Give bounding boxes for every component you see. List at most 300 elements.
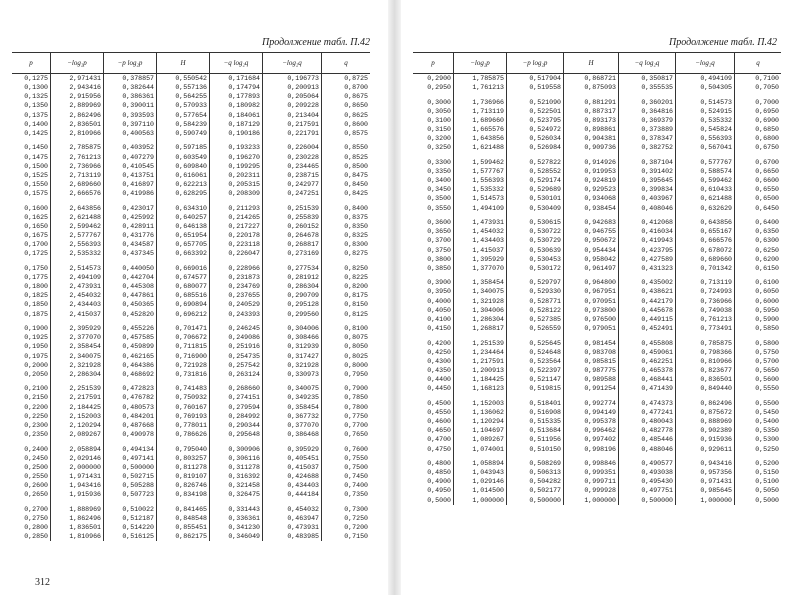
table-cell: 1,915936	[51, 490, 104, 499]
table-cell: 0,4050	[413, 306, 454, 315]
table-row	[12, 120, 370, 129]
table-cell: 0,2450	[12, 454, 51, 463]
table-cell: 1,810966	[51, 532, 104, 541]
table-cell: 0,190186	[210, 129, 263, 138]
table-cell: 0,395645	[619, 176, 676, 185]
table-cell: 2,915956	[51, 92, 104, 101]
table-cell: 0,724993	[676, 287, 735, 296]
table-row	[12, 505, 370, 514]
table-cell: 0,424688	[263, 472, 322, 481]
table-cell: 0,483985	[263, 532, 322, 541]
table-cell: 0,5300	[755, 436, 779, 444]
table-cell: 0,5700	[755, 357, 779, 365]
table-cell: 0,5050	[755, 487, 779, 495]
table-cell: 0,1425	[12, 129, 51, 138]
table-cell: 0,419943	[619, 236, 676, 245]
table-cell: 2,434403	[51, 300, 104, 309]
table-cell: 0,295128	[263, 300, 322, 309]
table-cell: 0,769193	[157, 412, 210, 421]
table-row	[12, 463, 370, 472]
column-header-neg-log-q: −log₂q	[263, 53, 322, 74]
table-cell: 0,4000	[413, 297, 454, 306]
table-cell: 0,902389	[676, 426, 735, 435]
table-cell: 0,603549	[157, 153, 210, 162]
table-caption: Продолжение табл. П.42	[262, 37, 370, 48]
table-cell: 0,849440	[676, 384, 735, 393]
table-cell: 0,999928	[564, 486, 619, 495]
table-cell: 1,785875	[454, 74, 507, 84]
table-cell: 2,761213	[51, 153, 104, 162]
table-cell: 0,416034	[619, 227, 676, 236]
table-cell: 0,465378	[619, 366, 676, 375]
table-row	[12, 481, 370, 490]
table-cell: 0,502177	[507, 486, 564, 495]
table-cell: 0,2100	[12, 384, 51, 393]
table-row	[12, 300, 370, 309]
table-cell: 0,8525	[344, 153, 368, 161]
table-cell: 0,6650	[755, 168, 779, 175]
table-cell: 1,014500	[454, 486, 507, 495]
table-cell: 0,196773	[263, 74, 322, 84]
table-cell: 1,377070	[454, 264, 507, 273]
table-cell: 0,2750	[12, 514, 51, 523]
table-row	[413, 255, 781, 264]
table-cell: 0,7150	[344, 533, 368, 541]
table-cell: 1,514573	[454, 194, 507, 203]
table-cell: 0,504282	[507, 477, 564, 486]
table-cell: 0,405451	[263, 454, 322, 463]
table-cell: 0,5000	[413, 496, 454, 505]
table-cell: 0,7500	[344, 463, 368, 471]
table-cell: 0,452820	[104, 310, 157, 319]
table-cell: 0,507723	[104, 490, 157, 499]
table-cell: 0,706672	[157, 333, 210, 342]
table-cell: 0,2850	[12, 532, 51, 541]
table-row	[413, 176, 781, 185]
table-cell: 0,4300	[413, 357, 454, 366]
table-cell: 0,674577	[157, 273, 210, 282]
table-row	[413, 107, 781, 116]
left-page	[0, 0, 388, 595]
table-cell: 1,689660	[454, 116, 507, 125]
table-cell: 0,1950	[12, 342, 51, 351]
table-cell: 1,643856	[454, 134, 507, 143]
table-row	[12, 74, 370, 84]
table-cell: 0,2300	[12, 421, 51, 430]
table-cell: 0,545824	[676, 125, 735, 134]
table-cell: 0,1925	[12, 333, 51, 342]
table-cell: 0,506313	[507, 468, 564, 477]
table-cell: 0,826746	[157, 481, 210, 490]
column-header-neg-q-log-q: −q log₂q	[619, 53, 676, 74]
table-row	[413, 74, 781, 84]
table-cell: 0,238715	[263, 171, 322, 180]
table-cell: 0,522397	[507, 366, 564, 375]
table-cell: 0,6300	[755, 237, 779, 245]
table-cell: 0,221791	[263, 129, 322, 138]
table-cell: 0,1975	[12, 352, 51, 361]
table-cell: 0,321458	[210, 481, 263, 490]
table-cell: 0,346049	[210, 532, 263, 541]
table-cell: 2,836501	[51, 120, 104, 129]
table-row	[413, 348, 781, 357]
table-cell: 0,378857	[104, 74, 157, 84]
table-cell: 0,6200	[755, 255, 779, 263]
table-cell: 0,669016	[157, 264, 210, 273]
table-cell: 0,231873	[210, 273, 263, 282]
table-cell: 0,205315	[210, 180, 263, 189]
table-row	[12, 222, 370, 231]
table-cell: 0,462251	[619, 357, 676, 366]
table-cell: 0,468441	[619, 375, 676, 384]
table-row	[12, 240, 370, 249]
table-cell: 2,377070	[51, 333, 104, 342]
table-cell: 0,200913	[263, 83, 322, 92]
table-cell: 0,535332	[676, 116, 735, 125]
table-cell: 0,5450	[755, 408, 779, 416]
table-cell: 0,1275	[12, 74, 51, 84]
table-cell: 2,556393	[51, 240, 104, 249]
table-cell: 0,488046	[619, 445, 676, 454]
table-cell: 0,6900	[755, 116, 779, 124]
table-cell: 0,526559	[507, 324, 564, 333]
table-cell: 0,1550	[12, 180, 51, 189]
table-cell: 0,530615	[507, 218, 564, 227]
table-cell: 0,482778	[619, 426, 676, 435]
table-row	[12, 490, 370, 499]
table-row	[12, 421, 370, 430]
table-cell: 1,862496	[51, 514, 104, 523]
table-cell: 0,701342	[676, 264, 735, 273]
table-cell: 2,286304	[51, 370, 104, 379]
table-cell: 0,377070	[263, 421, 322, 430]
table-cell: 1,836501	[51, 523, 104, 532]
table-cell: 0,6850	[755, 126, 779, 134]
table-cell: 0,3050	[413, 107, 454, 116]
table-cell: 0,449115	[619, 315, 676, 324]
table-cell: 0,205064	[263, 92, 322, 101]
table-cell: 1,556393	[454, 176, 507, 185]
table-cell: 0,246245	[210, 324, 263, 333]
table-cell: 0,397110	[104, 120, 157, 129]
table-cell: 1,152003	[454, 399, 507, 408]
table-row	[12, 111, 370, 120]
table-cell: 0,8600	[344, 120, 368, 128]
table-cell: 0,8675	[344, 93, 368, 101]
table-cell: 0,590749	[157, 129, 210, 138]
table-cell: 0,8150	[344, 301, 368, 309]
table-cell: 0,841465	[157, 505, 210, 514]
table-cell: 0,526034	[507, 134, 564, 143]
table-cell: 0,4750	[413, 445, 454, 454]
table-cell: 0,431323	[619, 264, 676, 273]
table-cell: 0,530639	[507, 246, 564, 255]
table-cell: 0,989588	[564, 375, 619, 384]
table-cell: 0,254735	[210, 352, 263, 361]
table-cell: 0,177893	[210, 92, 263, 101]
table-cell: 2,577767	[51, 231, 104, 240]
table-row	[413, 194, 781, 203]
table-row	[12, 273, 370, 282]
table-cell: 0,5150	[755, 469, 779, 477]
table-cell: 0,643856	[676, 218, 735, 227]
table-cell: 0,663392	[157, 249, 210, 258]
table-cell: 1,321928	[454, 297, 507, 306]
table-row	[12, 143, 370, 152]
table-row	[12, 370, 370, 379]
table-cell: 0,445678	[619, 306, 676, 315]
table-cell: 0,2700	[12, 505, 51, 514]
column-header-q: q	[735, 53, 782, 74]
table-row	[12, 472, 370, 481]
table-cell: 0,862175	[157, 532, 210, 541]
table-row	[12, 83, 370, 92]
table-cell: 0,251916	[210, 342, 263, 351]
table-cell: 1,234464	[454, 348, 507, 357]
table-cell: 1,454032	[454, 227, 507, 236]
table-cell: 0,5350	[755, 427, 779, 435]
table-cell: 1,043943	[454, 468, 507, 477]
table-cell: 0,255839	[263, 213, 322, 222]
table-cell: 0,202311	[210, 171, 263, 180]
table-cell: 2,029146	[51, 454, 104, 463]
table-row	[413, 435, 781, 444]
table-row	[413, 218, 781, 227]
table-cell: 0,4850	[413, 468, 454, 477]
table-cell: 0,632629	[676, 204, 735, 213]
table-cell: 1,713119	[454, 107, 507, 116]
table-cell: 0,471439	[619, 384, 676, 393]
column-header-q: q	[322, 53, 371, 74]
table-cell: 0,530172	[507, 264, 564, 273]
table-cell: 0,226047	[210, 249, 263, 258]
table-cell: 0,819107	[157, 472, 210, 481]
table-cell: 0,290709	[263, 291, 322, 300]
table-cell: 0,862496	[676, 399, 735, 408]
table-cell: 2,736966	[51, 162, 104, 171]
table-cell: 0,4600	[413, 417, 454, 426]
table-cell: 0,1650	[12, 222, 51, 231]
table-cell: 0,8425	[344, 190, 368, 198]
table-cell: 0,440050	[104, 264, 157, 273]
table-cell: 0,247251	[263, 189, 322, 198]
table-row	[12, 171, 370, 180]
table-cell: 0,609840	[157, 162, 210, 171]
table-cell: 0,234465	[263, 162, 322, 171]
table-row	[12, 282, 370, 291]
table-cell: 2,943416	[51, 83, 104, 92]
table-cell: 0,364816	[619, 107, 676, 116]
table-cell: 0,474373	[619, 399, 676, 408]
table-cell: 2,599462	[51, 222, 104, 231]
table-cell: 0,4650	[413, 426, 454, 435]
column-header-neg-log-p: −log₂p	[454, 53, 507, 74]
table-cell: 0,564255	[157, 92, 210, 101]
table-cell: 0,286304	[263, 282, 322, 291]
table-row	[12, 162, 370, 171]
table-cell: 0,6150	[755, 264, 779, 272]
table-cell: 0,2050	[12, 370, 51, 379]
table-cell: 0,1825	[12, 291, 51, 300]
table-cell: 0,514573	[676, 98, 735, 107]
table-row	[12, 514, 370, 523]
table-row	[413, 278, 781, 287]
table-row	[413, 134, 781, 143]
table-cell: 0,480043	[619, 417, 676, 426]
table-cell: 0,473931	[263, 523, 322, 532]
table-cell: 0,8350	[344, 222, 368, 230]
table-cell: 0,991254	[564, 384, 619, 393]
table-cell: 0,493038	[619, 468, 676, 477]
table-cell: 0,427589	[619, 255, 676, 264]
table-cell: 0,985645	[676, 486, 735, 495]
table-cell: 0,529174	[507, 176, 564, 185]
table-cell: 0,8700	[344, 84, 368, 92]
table-cell: 0,8625	[344, 111, 368, 119]
table-cell: 0,696212	[157, 310, 210, 319]
table-cell: 0,527385	[507, 315, 564, 324]
table-cell: 0,7700	[344, 421, 368, 429]
table-row	[12, 204, 370, 213]
table-cell: 2,514573	[51, 264, 104, 273]
table-row	[12, 532, 370, 541]
table-row	[12, 361, 370, 370]
table-cell: 0,628295	[157, 189, 210, 198]
table-cell: 0,4350	[413, 366, 454, 375]
table-cell: 1,761213	[454, 83, 507, 92]
table-cell: 1,473931	[454, 218, 507, 227]
table-cell: 0,6250	[755, 246, 779, 254]
table-caption: Продолжение табл. П.42	[669, 37, 777, 48]
table-cell: 0,938454	[564, 204, 619, 213]
table-cell: 0,530409	[507, 204, 564, 213]
table-cell: 0,1525	[12, 171, 51, 180]
table-cell: 0,497141	[104, 454, 157, 463]
table-cell: 0,495430	[619, 477, 676, 486]
table-cell: 0,529797	[507, 278, 564, 287]
table-cell: 0,741483	[157, 384, 210, 393]
table-cell: 2,810966	[51, 129, 104, 138]
table-cell: 0,217227	[210, 222, 263, 231]
table-cell: 0,2650	[12, 490, 51, 499]
table-cell: 0,7950	[344, 370, 368, 378]
table-cell: 1,415037	[454, 246, 507, 255]
table-cell: 0,171684	[210, 74, 263, 84]
table-cell: 1,000000	[564, 496, 619, 505]
table-row	[413, 297, 781, 306]
table-cell: 0,1875	[12, 310, 51, 319]
table-cell: 0,616061	[157, 171, 210, 180]
table-cell: 0,8225	[344, 274, 368, 282]
table-cell: 0,7850	[344, 394, 368, 402]
table-row	[12, 213, 370, 222]
table-cell: 0,2200	[12, 403, 51, 412]
table-cell: 0,721928	[157, 361, 210, 370]
table-cell: 2,321928	[51, 361, 104, 370]
table-row	[413, 306, 781, 315]
table-cell: 0,382752	[619, 143, 676, 152]
table-cell: 0,3800	[413, 255, 454, 264]
table-cell: 2,058894	[51, 445, 104, 454]
table-cell: 2,251539	[51, 384, 104, 393]
table-cell: 0,399834	[619, 185, 676, 194]
book-gutter	[388, 0, 401, 595]
table-cell: 0,500000	[619, 496, 676, 505]
table-cell: 2,643856	[51, 204, 104, 213]
table-cell: 0,2250	[12, 412, 51, 421]
table-cell: 0,2000	[12, 361, 51, 370]
table-cell: 0,971431	[676, 477, 735, 486]
table-cell: 0,731816	[157, 370, 210, 379]
table-cell: 0,4700	[413, 435, 454, 444]
table-cell: 0,7200	[344, 524, 368, 532]
table-cell: 0,961497	[564, 264, 619, 273]
table-cell: 0,223118	[210, 240, 263, 249]
table-cell: 0,929611	[676, 445, 735, 454]
column-header-neg-log-p: −log₂p	[51, 53, 104, 74]
table-cell: 0,2900	[413, 74, 454, 84]
table-cell: 2,621488	[51, 213, 104, 222]
table-cell: 2,340075	[51, 352, 104, 361]
table-cell: 1,058894	[454, 459, 507, 468]
table-cell: 0,855451	[157, 523, 210, 532]
table-cell: 0,211293	[210, 204, 263, 213]
table-cell: 0,8075	[344, 334, 368, 342]
table-cell: 0,455226	[104, 324, 157, 333]
table-cell: 1,104697	[454, 426, 507, 435]
table-cell: 0,6100	[755, 279, 779, 287]
table-cell: 0,268817	[263, 240, 322, 249]
table-cell: 0,7650	[344, 431, 368, 439]
table-cell: 0,403952	[104, 143, 157, 152]
table-cell: 0,622213	[157, 180, 210, 189]
table-cell: 0,5900	[755, 315, 779, 323]
table-cell: 0,494134	[104, 445, 157, 454]
table-cell: 0,299560	[263, 310, 322, 319]
table-cell: 0,8050	[344, 343, 368, 351]
table-cell: 0,425992	[104, 213, 157, 222]
table-cell: 0,7900	[344, 385, 368, 393]
table-cell: 0,2400	[12, 445, 51, 454]
table-row	[12, 291, 370, 300]
table-row	[413, 496, 781, 505]
table-row	[413, 399, 781, 408]
table-cell: 0,979051	[564, 324, 619, 333]
table-cell: 1,888969	[51, 505, 104, 514]
table-row	[12, 324, 370, 333]
table-cell: 0,529330	[507, 287, 564, 296]
table-row	[413, 83, 781, 92]
column-header-neg-p-log-p: −p log₂p	[507, 53, 564, 74]
table-cell: 0,510150	[507, 445, 564, 454]
table-row	[413, 339, 781, 348]
table-cell: 0,3950	[413, 287, 454, 296]
table-cell: 0,3350	[413, 167, 454, 176]
table-cell: 0,996462	[564, 426, 619, 435]
table-cell: 0,434403	[263, 481, 322, 490]
table-cell: 0,260152	[263, 222, 322, 231]
table-cell: 0,1500	[12, 162, 51, 171]
table-cell: 0,360201	[619, 98, 676, 107]
table-body	[413, 74, 781, 505]
table-header-row	[413, 53, 781, 74]
table-cell: 0,5500	[755, 399, 779, 407]
table-cell: 0,6050	[755, 288, 779, 296]
table-cell: 0,1325	[12, 92, 51, 101]
table-cell: 0,5400	[755, 418, 779, 426]
table-cell: 0,5850	[755, 325, 779, 333]
table-cell: 0,7400	[344, 482, 368, 490]
